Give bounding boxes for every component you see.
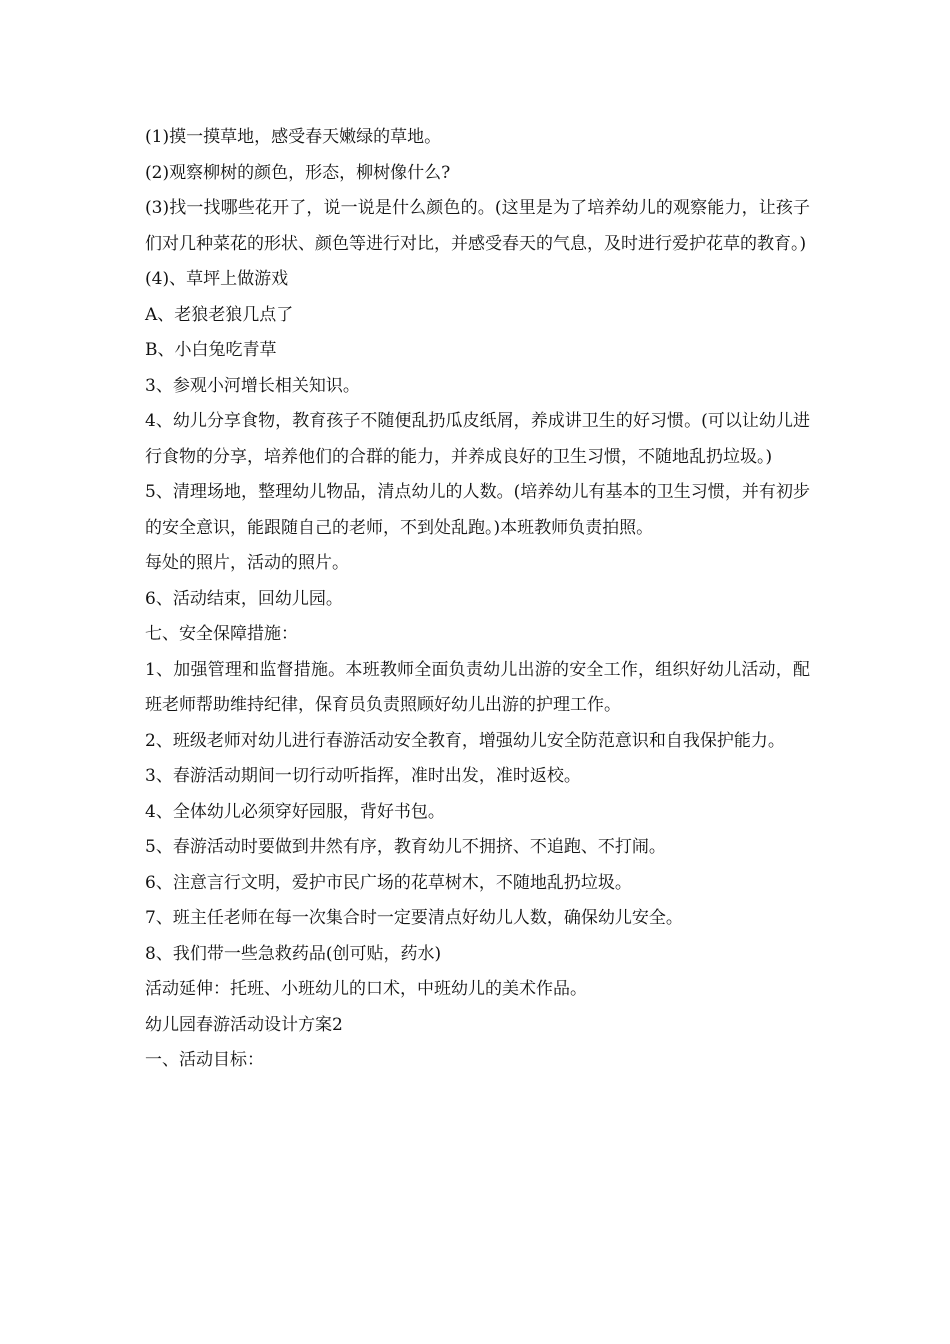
paragraph-safety-2: 2、班级老师对幼儿进行春游活动安全教育，增强幼儿安全防范意识和自我保护能力。 <box>145 730 785 751</box>
document-body <box>145 120 810 1079</box>
paragraph-extension: 活动延伸：托班、小班幼儿的口术，中班幼儿的美术作品。 <box>145 979 587 999</box>
document-title-plan-2: 幼儿园春游活动设计方案2 <box>145 1014 343 1035</box>
paragraph-safety-5: 5、春游活动时要做到井然有序，教育幼儿不拥挤、不追跑、不打闹。 <box>145 837 666 857</box>
paragraph-game-b: B、小白兔吃青草 <box>145 340 277 360</box>
paragraph-item-6: 6、活动结束，回幼儿园。 <box>145 588 343 609</box>
paragraph-step-3: (3)找一找哪些花开了，说一说是什么颜色的。(这里是为了培养幼儿的观察能力，让孩子们对几种菜花的形状、颜色等进行对比，并感受春天的气息，及时进行爱护花草的教育。) <box>145 198 810 254</box>
paragraph-item-4: 4、幼儿分享食物，教育孩子不随便乱扔瓜皮纸屑，养成讲卫生的好习惯。(可以让幼儿进行食物的分享，培养他们的合群的能力，并养成良好的卫生习惯，不随地乱扔垃圾。) <box>145 411 810 467</box>
paragraph-safety-7: 7、班主任老师在每一次集合时一定要清点好幼儿人数，确保幼儿安全。 <box>145 908 683 928</box>
paragraph-safety-8: 8、我们带一些急救药品(创可贴，药水) <box>145 943 442 964</box>
paragraph-safety-6: 6、注意言行文明，爱护市民广场的花草树木，不随地乱扔垃圾。 <box>145 872 632 893</box>
paragraph-safety-4: 4、全体幼儿必须穿好园服，背好书包。 <box>145 801 445 822</box>
paragraph-safety-1: 1、加强管理和监督措施。本班教师全面负责幼儿出游的安全工作，组织好幼儿活动，配班老师帮助维持纪律，保育员负责照顾好幼儿出游的护理工作。 <box>145 659 810 715</box>
paragraph-item-3: 3、参观小河增长相关知识。 <box>145 375 360 396</box>
paragraph-safety-3: 3、春游活动期间一切行动听指挥，准时出发，准时返校。 <box>145 766 581 786</box>
paragraph-step-4: (4)、草坪上做游戏 <box>145 269 289 289</box>
paragraph-step-1: (1)摸一摸草地，感受春天嫩绿的草地。 <box>145 127 442 147</box>
section-heading-goals: 一、活动目标： <box>145 1050 264 1070</box>
paragraph-photos: 每处的照片，活动的照片。 <box>145 553 349 573</box>
paragraph-item-5: 5、清理场地，整理幼儿物品，清点幼儿的人数。(培养幼儿有基本的卫生习惯，并有初步的安全意识，能跟随自己的老师，不到处乱跑。)本班教师负责拍照。 <box>145 482 810 538</box>
paragraph-game-a: A、老狼老狼几点了 <box>145 304 294 325</box>
paragraph-step-2: (2)观察柳树的颜色，形态，柳树像什么? <box>145 162 451 183</box>
section-heading-safety: 七、安全保障措施： <box>145 624 298 644</box>
